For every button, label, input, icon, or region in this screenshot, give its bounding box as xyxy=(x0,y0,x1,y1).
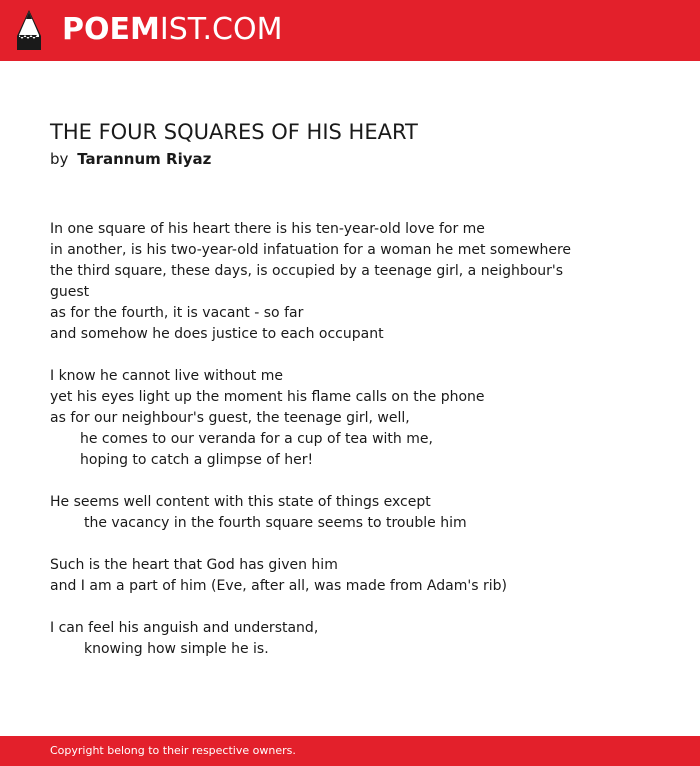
author-name: Tarannum Riyaz xyxy=(77,150,212,168)
site-header xyxy=(0,0,700,61)
poem-line: he comes to our veranda for a cup of tea with me, xyxy=(80,431,433,447)
poem-line: as for the fourth, it is vacant - so far xyxy=(50,305,304,321)
poem-line: Such is the heart that God has given him xyxy=(50,557,338,573)
poem-line: In one square of his heart there is his ten-year-old love for me xyxy=(50,221,485,237)
copyright-text: Copyright belong to their respective owners. xyxy=(50,744,296,757)
by-label: by xyxy=(50,150,69,168)
pencil-tip-icon[interactable] xyxy=(16,9,42,51)
site-logo[interactable] xyxy=(62,13,282,47)
poem-line: in another, is his two-year-old infatuation for a woman he met somewhere xyxy=(50,242,572,258)
poem-line: I know he cannot live without me xyxy=(50,368,283,384)
poem-line: as for our neighbour's guest, the teenage girl, well, xyxy=(50,410,410,426)
stanza-break xyxy=(50,345,650,366)
poem-line: knowing how simple he is. xyxy=(84,641,269,657)
stanza-break xyxy=(50,597,650,618)
site-footer xyxy=(0,736,700,766)
byline xyxy=(50,149,211,169)
logo-text-light: IST.COM xyxy=(159,12,283,47)
poem-title: THE FOUR SQUARES OF HIS HEART xyxy=(50,120,418,144)
poem-line: the vacancy in the fourth square seems to trouble him xyxy=(84,515,467,531)
logo-text-bold: POEM xyxy=(62,12,160,47)
poem-line: He seems well content with this state of things except xyxy=(50,494,431,510)
poem-line: and somehow he does justice to each occupant xyxy=(50,326,384,342)
stanza-break xyxy=(50,471,650,492)
poem-line: hoping to catch a glimpse of her! xyxy=(80,452,314,468)
poem-line: and I am a part of him (Eve, after all, was made from Adam's rib) xyxy=(50,578,507,594)
poem-body xyxy=(50,219,650,660)
poem-line: the third square, these days, is occupied by a teenage girl, a neighbour's xyxy=(50,263,564,279)
poem-line: I can feel his anguish and understand, xyxy=(50,620,319,636)
poem-line: yet his eyes light up the moment his flame calls on the phone xyxy=(50,389,485,405)
stanza-break xyxy=(50,534,650,555)
poem-line: guest xyxy=(50,284,90,300)
